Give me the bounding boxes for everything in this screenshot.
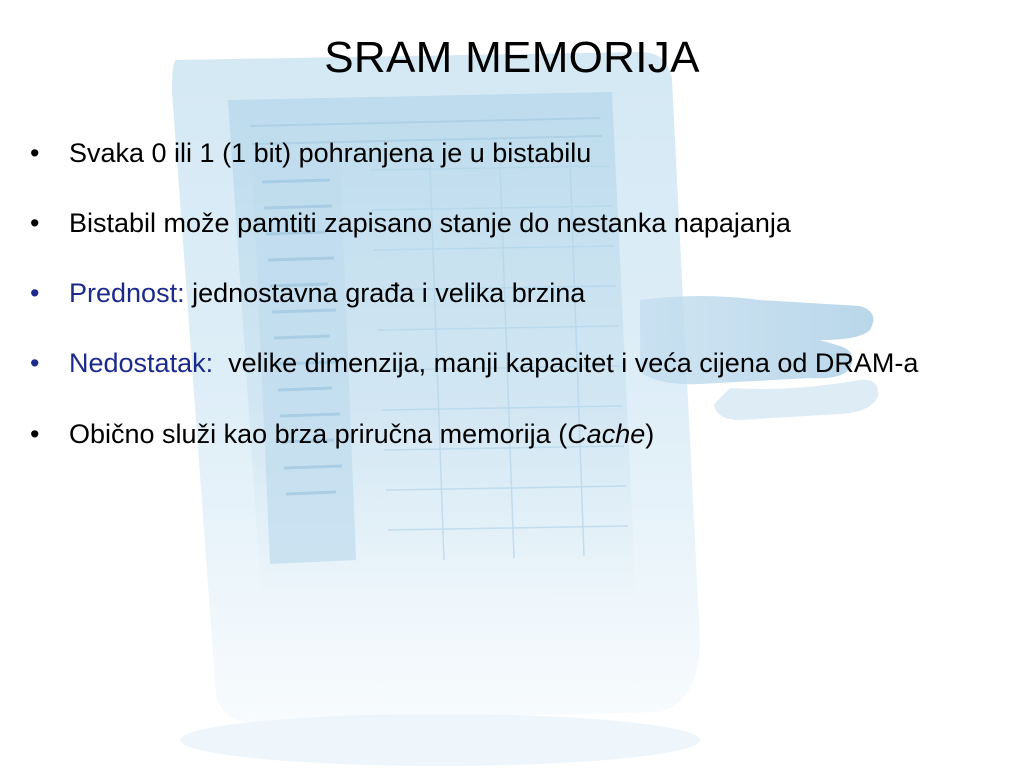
bullet-text: Svaka 0 ili 1 (1 bit) pohranjena je u bistabilu <box>69 138 592 168</box>
bullet-list <box>30 136 1000 487</box>
bullet-text: Obično služi kao brza priručna memorija ( <box>69 419 568 449</box>
bullet-lead-label: Prednost: <box>69 278 185 308</box>
bullet-text: velike dimenzija, manji kapacitet i veća cijena od DRAM-a <box>213 348 919 378</box>
bullet-dot: • <box>30 278 40 308</box>
bullet-item <box>30 332 1000 395</box>
bullet-item <box>30 417 1000 452</box>
bullet-text: Bistabil može pamtiti zapisano stanje do nestanka napajanja <box>69 208 791 238</box>
bullet-dot: • <box>30 138 40 168</box>
bullet-italic-term: Cache <box>567 419 646 449</box>
bullet-text: jednostavna građa i velika brzina <box>184 278 586 308</box>
bullet-text-tail: ) <box>645 419 655 449</box>
bullet-item <box>30 206 1000 241</box>
bullet-dot: • <box>30 419 40 449</box>
bullet-item <box>30 276 1000 311</box>
slide-title: SRAM MEMORIJA <box>324 33 700 82</box>
bullet-item <box>30 136 1000 171</box>
bullet-lead-label: Nedostatak: <box>69 348 214 378</box>
bullet-dot: • <box>30 208 40 238</box>
bullet-dot: • <box>30 348 40 378</box>
